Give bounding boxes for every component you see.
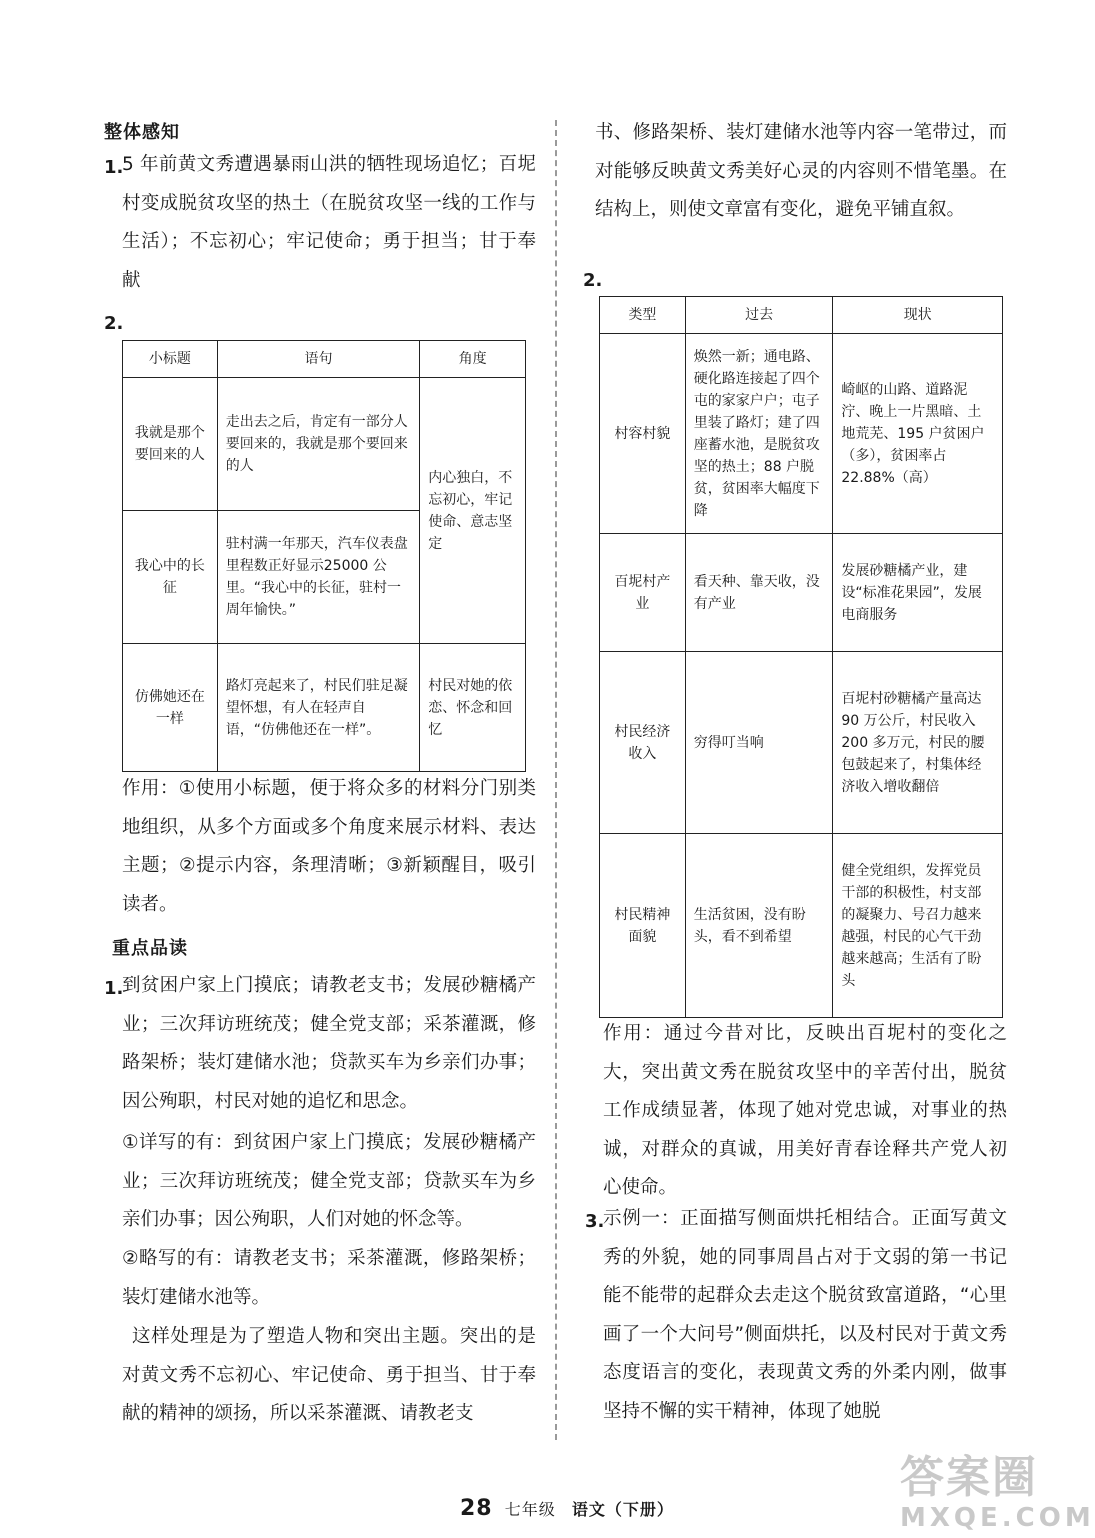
table-cell-type: 村容村貌 — [600, 334, 686, 534]
answer-paragraph: 5 年前黄文秀遭遇暴雨山洪的牺牲现场追忆；百坭村变成脱贫攻坚的热土（在脱贫攻坚一线的工作与生活）；不忘初心；牢记使命；勇于担当；甘于奉献 — [122, 154, 536, 291]
grade-label: 七年级 — [504, 1500, 556, 1519]
table-header: 角度 — [420, 341, 526, 378]
page-footer — [460, 1496, 674, 1521]
table-header: 现状 — [833, 297, 1003, 334]
answer-paragraph: 到贫困户家上门摸底；请教老支书；发展砂糖橘产业；三次拜访班统茂；健全党支部；采茶灌溉，修路架桥；装灯建储水池；贷款买车为乡亲们办事；因公殉职，村民对她的追忆和思念。 — [122, 975, 536, 1112]
table-cell-now: 百坭村砂糖橘产量高达 90 万公斤，村民收入 200 多万元，村民的腰包鼓起来了，村集体经济收入增收翻倍 — [833, 652, 1003, 834]
table-cell-now: 发展砂糖橘产业，建设“标准花果园”，发展电商服务 — [833, 534, 1003, 652]
watermark-text: 答案圈 — [900, 1452, 1038, 1503]
table-header: 小标题 — [123, 341, 218, 378]
comparison-table — [599, 296, 1003, 1018]
table-cell-type: 百坭村产业 — [600, 534, 686, 652]
table-cell-sentence: 驻村满一年那天，汽车仪表盘里程数正好显示25000 公里。“我心中的长征，驻村一周年愉快。” — [217, 511, 419, 644]
question-number: 2. — [583, 270, 603, 291]
table-header: 语句 — [217, 341, 419, 378]
question-number: 1. — [104, 157, 124, 178]
answer-paragraph: 示例一：正面描写侧面烘托相结合。正面写黄文秀的外貌，她的同事周昌占对于文弱的第一书记能不能带的起群众去走这个脱贫致富道路，“心里画了一个大问号”侧面烘托，以及村民对于黄文秀态度语言的变化，表现黄文秀的外柔内刚，做事坚持不懈的实干精神，体现了她脱 — [603, 1208, 1007, 1422]
brief-paragraph: ②略写的有：请教老支书；采茶灌溉，修路架桥；装灯建储水池等。 — [122, 1248, 536, 1308]
subtitle-table — [122, 340, 526, 772]
table-cell-sentence: 路灯亮起来了，村民们驻足凝望怀想，有人在轻声自语，“仿佛他还在一样”。 — [217, 644, 419, 772]
table-cell-past: 穷得叮当响 — [685, 652, 833, 834]
table-cell-past: 看天种、靠天收，没有产业 — [685, 534, 833, 652]
effect-paragraph: 作用：①使用小标题，便于将众多的材料分门别类地组织，从多个方面或多个角度来展示材料、表达主题；②提示内容，条理清晰；③新颖醒目，吸引读者。 — [122, 778, 536, 915]
table-cell-past: 生活贫困，没有盼头，看不到希望 — [685, 834, 833, 1018]
table-cell-now: 健全党组织，发挥党员干部的积极性，村支部的凝聚力、号召力越来越强，村民的心气干劲越来越高；生活有了盼头 — [833, 834, 1003, 1018]
page-number: 28 — [460, 1496, 493, 1521]
subject-label: 语文（下册） — [571, 1500, 674, 1519]
section-heading-key-reading: 重点品读 — [112, 938, 188, 959]
table-cell-angle: 内心独白，不忘初心，牢记使命、意志坚定 — [420, 378, 526, 644]
table-cell-now: 崎岖的山路、道路泥泞、晚上一片黑暗、土地荒芜、195 户贫困户（多），贫困率占22.88%（高） — [833, 334, 1003, 534]
table-cell-past: 焕然一新；通电路、硬化路连接起了四个屯的家家户户；屯子里装了路灯；建了四座蓄水池，是脱贫攻坚的热土；88 户脱贫，贫困率大幅度下降 — [685, 334, 833, 534]
watermark-url: MXQE.COM — [900, 1503, 1095, 1533]
table-cell-angle: 村民对她的依恋、怀念和回忆 — [420, 644, 526, 772]
question-number: 3. — [585, 1211, 605, 1232]
table-cell-type: 村民经济收入 — [600, 652, 686, 834]
reason-paragraph: 这样处理是为了塑造人物和突出主题。突出的是对黄文秀不忘初心、牢记使命、勇于担当、甘于奉献的精神的颂扬，所以采茶灌溉、请教老支 — [122, 1326, 536, 1424]
detail-paragraph: ①详写的有：到贫困户家上门摸底；发展砂糖橘产业；三次拜访班统茂；健全党支部；贷款买车为乡亲们办事；因公殉职，人们对她的怀念等。 — [122, 1132, 536, 1230]
table-cell-title: 仿佛她还在一样 — [123, 644, 218, 772]
table-cell-title: 我心中的长征 — [123, 511, 218, 644]
section-heading-overall: 整体感知 — [104, 122, 180, 143]
effect-paragraph: 作用：通过今昔对比，反映出百坭村的变化之大，突出黄文秀在脱贫攻坚中的辛苦付出，脱贫工作成绩显著，体现了她对党忠诚，对事业的热诚，对群众的真诚，用美好青春诠释共产党人初心使命。 — [603, 1023, 1007, 1198]
table-header: 过去 — [685, 297, 833, 334]
table-cell-title: 我就是那个要回来的人 — [123, 378, 218, 511]
table-header: 类型 — [600, 297, 686, 334]
watermark-logo — [900, 1452, 1095, 1533]
column-divider — [555, 120, 557, 1440]
table-cell-sentence: 走出去之后，肯定有一部分人要回来的，我就是那个要回来的人 — [217, 378, 419, 511]
question-number: 2. — [104, 313, 124, 334]
continued-paragraph: 书、修路架桥、装灯建储水池等内容一笔带过，而对能够反映黄文秀美好心灵的内容则不惜笔墨。在结构上，则使文章富有变化，避免平铺直叙。 — [595, 122, 1007, 220]
table-cell-type: 村民精神面貌 — [600, 834, 686, 1018]
question-number: 1. — [104, 978, 124, 999]
